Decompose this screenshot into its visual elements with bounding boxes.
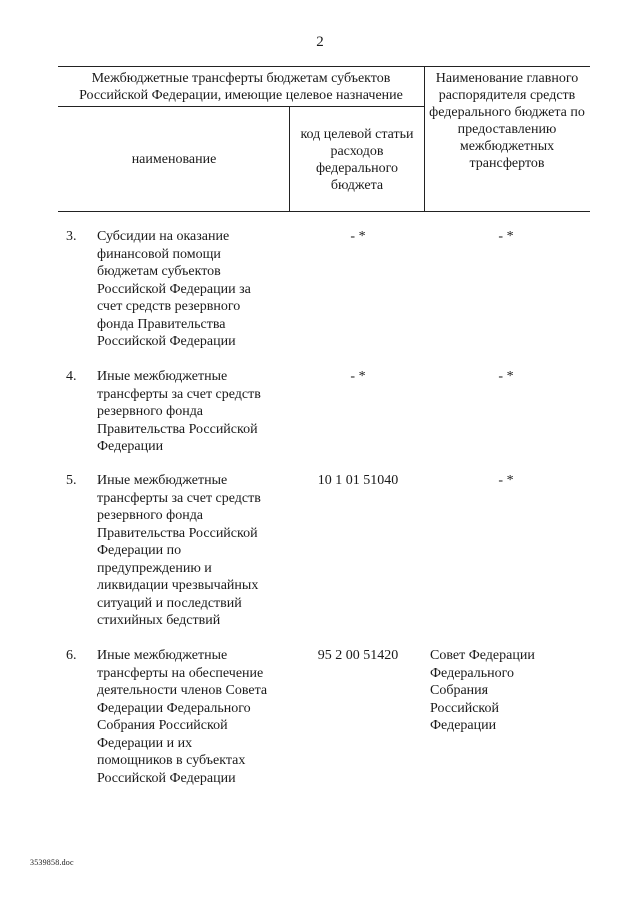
row-number: 5. — [66, 473, 77, 488]
row-code: - * — [350, 229, 366, 244]
document-filename: 3539858.doc — [30, 858, 74, 867]
row-number: 4. — [66, 369, 77, 384]
row-admin: - * — [498, 369, 514, 384]
header-top-border — [58, 66, 590, 67]
table-row — [0, 368, 640, 463]
table-row — [0, 647, 640, 792]
header-bottom-border — [58, 211, 590, 212]
header-col-code: код целевой статьи расходов федерального бюджета — [300, 127, 414, 193]
row-admin: - * — [498, 473, 514, 488]
header-col-name: наименование — [131, 152, 217, 167]
table-row — [0, 228, 640, 358]
row-name: Субсидии на оказание финансовой помощи бюджетам субъектов Российской Федерации за счет средств резервного фонда Правительства Российской Федерации — [97, 229, 251, 349]
row-code: 10 1 01 51040 — [317, 473, 399, 488]
row-admin: - * — [498, 229, 514, 244]
table-row — [0, 472, 640, 632]
header-divider-code — [289, 106, 290, 212]
page-number: 2 — [316, 34, 324, 50]
row-name: Иные межбюджетные трансферты за счет средств резервного фонда Правительства Российской Федерации — [97, 369, 261, 454]
row-name: Иные межбюджетные трансферты на обеспечение деятельности членов Совета Федерации Федерального Собрания Российской Федерации и их помощников в субъектах Российской Федерации — [97, 648, 268, 786]
header-group-title: Межбюджетные трансферты бюджетам субъектов Российской Федерации, имеющие целевое назначение — [79, 71, 403, 103]
row-name: Иные межбюджетные трансферты за счет средств резервного фонда Правительства Российской Федерации по предупреждению и ликвидации чрезвычайных ситуаций и последствий стихийных бедствий — [97, 473, 261, 628]
row-admin: Совет Федерации Федерального Собрания Российской Федерации — [430, 648, 535, 733]
row-code: - * — [350, 369, 366, 384]
header-divider-admin — [424, 66, 425, 212]
row-number: 3. — [66, 229, 77, 244]
row-code: 95 2 00 51420 — [317, 648, 399, 663]
row-number: 6. — [66, 648, 77, 663]
header-col-admin: Наименование главного распорядителя средств федерального бюджета по предоставлению межбюджетных трансфертов — [429, 71, 585, 171]
header-group-underline — [58, 106, 424, 107]
